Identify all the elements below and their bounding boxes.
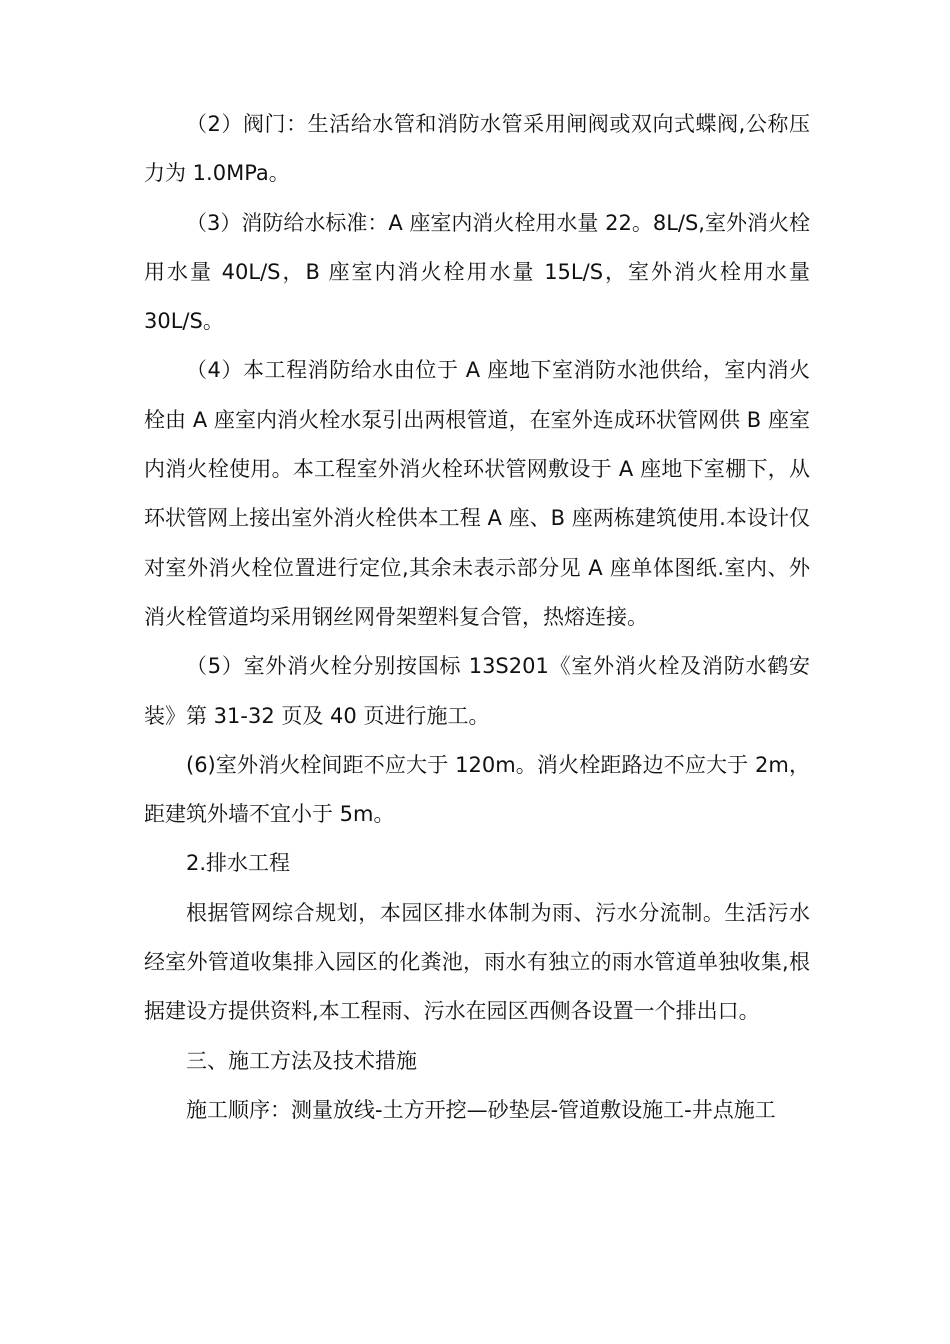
paragraph-hydrant-spacing: (6)室外消火栓间距不应大于 120m。消火栓距路边不应大于 2m，距建筑外墙不宜小于 5m。 <box>144 752 810 827</box>
heading-construction-methods: 三、施工方法及技术措施 <box>186 1048 417 1073</box>
heading-drainage: 2.排水工程 <box>186 851 291 876</box>
paragraph-drainage-system: 根据管网综合规划，本园区排水体制为雨、污水分流制。生活污水经室外管道收集排入园区的化粪池，雨水有独立的雨水管道单独收集,根据建设方提供资料,本工程雨、污水在园区西侧各设置一个排出口。 <box>144 900 810 1024</box>
paragraph-construction-sequence: 施工顺序：测量放线-土方开挖—砂垫层-管道敷设施工-井点施工 <box>186 1097 776 1122</box>
paragraph-valve: （2）阀门：生活给水管和消防水管采用闸阀或双向式蝶阀,公称压力为 1.0MPa。 <box>144 112 810 186</box>
document-body <box>144 100 810 1135</box>
paragraph-hydrant-installation: （5）室外消火栓分别按国标 13S201《室外消火栓及消防水鹤安装》第 31-32 页及 40 页进行施工。 <box>144 654 810 728</box>
paragraph-fire-water-supply: （4）本工程消防给水由位于 A 座地下室消防水池供给，室内消火栓由 A 座室内消火栓水泵引出两根管道，在室外连成环状管网供 B 座室内消火栓使用。本工程室外消火栓环状管网敷设于 A 座地下室棚下，从环状管网上接出室外消火栓供本工程 A 座、B 座两栋建筑使用.本设计仅对室外消火栓位置进行定位,其余未表示部分见 A 座单体图纸.室内、外消火栓管道均采用钢丝网骨架塑料复合管，热熔连接。 <box>144 358 810 629</box>
paragraph-fire-water-standard: （3）消防给水标准：A 座室内消火栓用水量 22。8L/S,室外消火栓用水量 40L/S，B 座室内消火栓用水量 15L/S，室外消火栓用水量 30L/S。 <box>144 210 810 334</box>
